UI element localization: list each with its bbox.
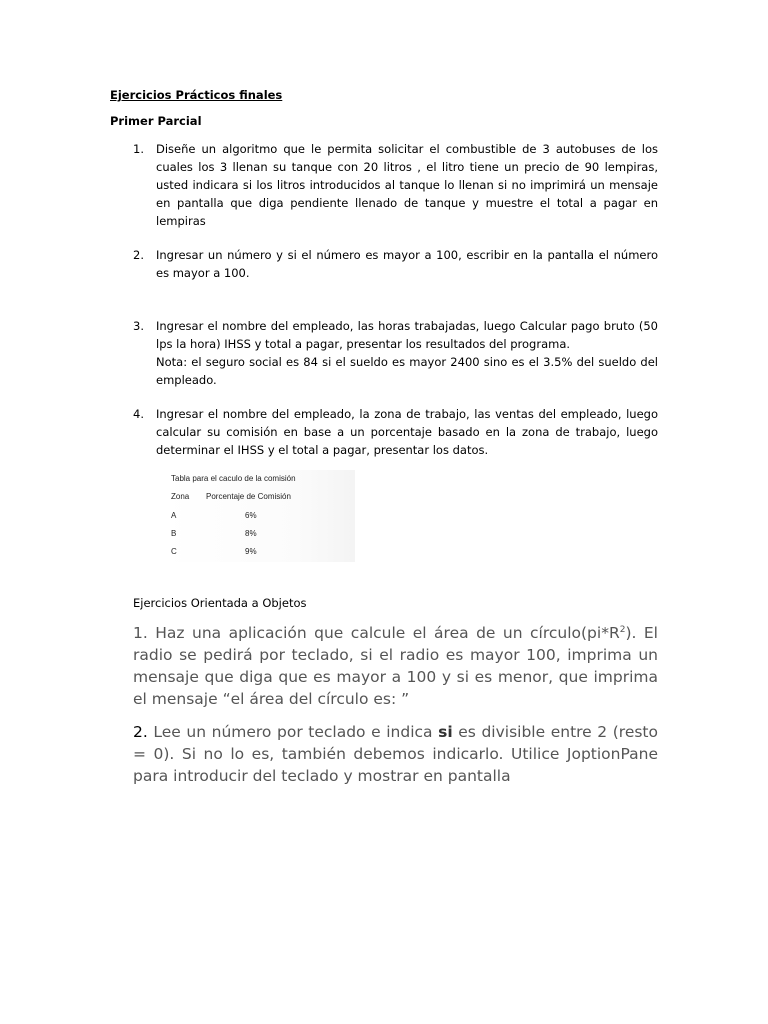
- exercise-item-1: [133, 140, 658, 230]
- exercise-note: Nota: el seguro social es 84 si el sueldo es mayor 2400 sino es el 3.5% del sueldo del empleado.: [156, 355, 658, 387]
- commission-table-image: [165, 470, 355, 562]
- oo-exercise-text-a: Haz una aplicación que calcule el área de un círculo(pi*R: [147, 624, 620, 642]
- oo-exercise-text-b: es divisible entre 2 (resto = 0). Si no lo es, también debemos indicarlo. Utilice JoptionPane para introducir del teclado y mostrar en pantalla: [133, 723, 658, 785]
- table-cell-zone: C: [171, 547, 177, 556]
- exercise-item-3: [133, 317, 658, 389]
- table-caption: Tabla para el caculo de la comisión: [171, 474, 296, 483]
- exercise-number: 1.: [133, 142, 144, 156]
- exercise-text: Ingresar un número y si el número es mayor a 100, escribir en la pantalla el número es mayor a 100.: [156, 248, 658, 280]
- document-title: Ejercicios Prácticos finales: [110, 88, 283, 102]
- table-cell-zone: A: [171, 511, 177, 520]
- table-header-zona: Zona: [171, 492, 190, 501]
- table-cell-percent: 9%: [245, 547, 257, 556]
- table-cell-zone: B: [171, 529, 177, 538]
- table-cell-percent: 8%: [245, 529, 257, 538]
- exercise-item-2: [133, 246, 658, 282]
- table-header-porcentaje: Porcentaje de Comisión: [206, 492, 291, 501]
- table-cell-percent: 6%: [245, 511, 257, 520]
- superscript-exponent: 2: [619, 624, 626, 635]
- oo-exercise-item-1: [133, 622, 658, 710]
- oo-exercise-text-a: Lee un número por teclado e indica: [147, 723, 439, 741]
- exercise-text: Ingresar el nombre del empleado, la zona de trabajo, las ventas del empleado, luego calcular su comisión en base a un porcentaje basado en la zona de trabajo, luego determinar el IHSS y el total a pagar, presentar los datos.: [156, 407, 658, 457]
- oo-exercise-item-2: [133, 721, 658, 787]
- oo-exercise-text-b: ). El radio se pedirá por teclado, si el radio es mayor 100, imprima un mensaje que diga que es mayor a 100 y si es menor, que imprima el mensaje “el área del círculo es: ”: [133, 624, 658, 708]
- exercise-text: Ingresar el nombre del empleado, las horas trabajadas, luego Calcular pago bruto (50 lps la hora) IHSS y total a pagar, presentar los resultados del programa.: [156, 319, 658, 351]
- oo-exercise-number: 2.: [133, 723, 148, 741]
- section-heading-primer-parcial: Primer Parcial: [110, 114, 202, 128]
- section-heading-orientada-objetos: Ejercicios Orientada a Objetos: [133, 596, 307, 610]
- oo-exercise-bold-word: si: [438, 723, 453, 741]
- exercise-number: 2.: [133, 248, 144, 262]
- exercise-number: 4.: [133, 407, 144, 421]
- exercise-number: 3.: [133, 319, 144, 333]
- exercise-text: Diseñe un algoritmo que le permita solicitar el combustible de 3 autobuses de los cuales los 3 llenan su tanque con 20 litros , el litro tiene un precio de 90 lempiras, usted indicara si los litros introducidos al tanque lo llenan si no imprimirá un mensaje en pantalla que diga pendiente llenado de tanque y muestre el total a pagar en lempiras: [156, 142, 658, 228]
- oo-exercise-number: 1.: [133, 624, 148, 642]
- exercise-item-4: [133, 405, 658, 459]
